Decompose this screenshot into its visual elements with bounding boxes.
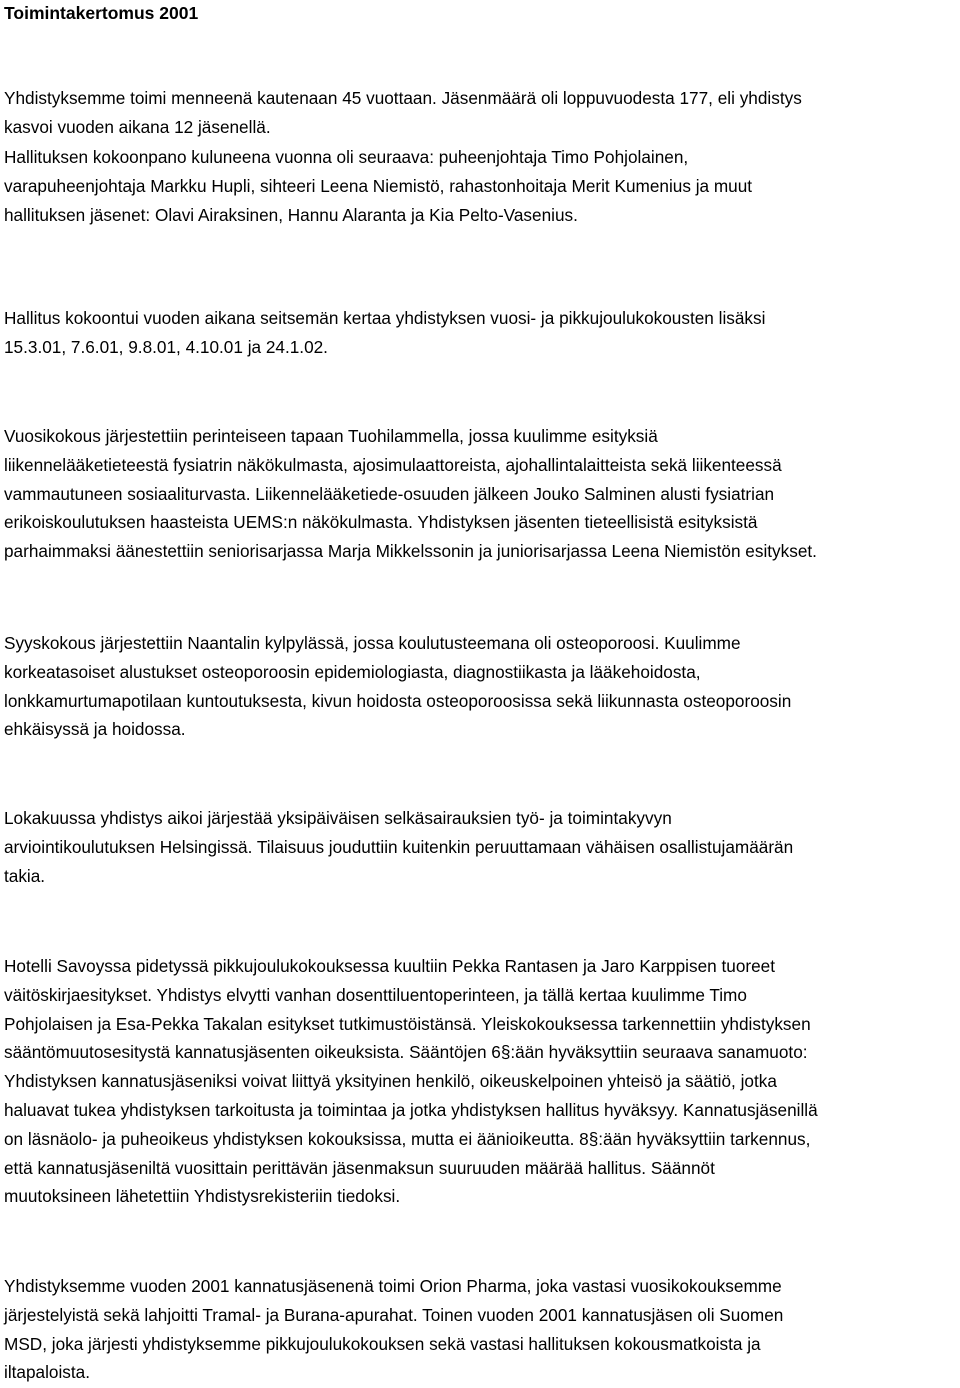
- text-line: haluavat tukea yhdistyksen tarkoitusta ja toimintaa ja jotka yhdistyksen hallitus hyväksyy. Kannatusjäsenillä: [4, 1099, 818, 1120]
- text-line: Vuosikokous järjestettiin perinteiseen tapaan Tuohilammella, jossa kuulimme esityksiä: [4, 426, 658, 446]
- paragraph-supporting-members: [4, 1272, 958, 1387]
- text-line: että kannatusjäseniltä vuosittain perittävän jäsenmaksun suuruuden määrää hallitus. Säännöt: [4, 1157, 715, 1178]
- text-line: ehkäisyssä ja hoidossa.: [4, 719, 186, 740]
- text-line: Hallitus kokoontui vuoden aikana seitsemän kertaa yhdistyksen vuosi- ja pikkujoulukokousten lisäksi: [4, 308, 766, 328]
- text-line: kasvoi vuoden aikana 12 jäsenellä.: [4, 116, 271, 137]
- text-line: liikennelääketieteestä fysiatrin näkökulmasta, ajosimulaattoreista, ajohallintalaitteista sekä liikenteessä: [4, 454, 782, 475]
- text-line: takia.: [4, 865, 46, 886]
- paragraph-membership: [4, 84, 958, 142]
- text-line: hallituksen jäsenet: Olavi Airaksinen, Hannu Alaranta ja Kia Pelto-Vasenius.: [4, 204, 578, 225]
- text-line: Lokakuussa yhdistys aikoi järjestää yksipäiväisen selkäsairauksien työ- ja toimintakyvyn: [4, 808, 672, 828]
- text-line: lonkkamurtumapotilaan kuntoutuksesta, kivun hoidosta osteoporoosissa sekä liikunnasta osteoporoosin: [4, 690, 792, 711]
- text-line: Yhdistyksen kannatusjäseniksi voivat liittyä yksityinen henkilö, oikeuskelpoinen yhteisö ja säätiö, jotka: [4, 1071, 777, 1092]
- text-line: iltapaloista.: [4, 1362, 90, 1383]
- paragraph-board-composition: [4, 143, 958, 229]
- text-line: väitöskirjaesitykset. Yhdistys elvytti vanhan dosenttiluentoperinteen, ja tällä kertaa kuulimme Timo: [4, 984, 747, 1005]
- text-line: arviointikoulutuksen Helsingissä. Tilaisuus jouduttiin kuitenkin peruuttamaan vähäisen osallistujamäärän: [4, 836, 794, 857]
- text-line: Pohjolaisen ja Esa-Pekka Takalan esitykset tutkimustöistänsä. Yleiskokouksessa tarkennettiin yhdistyksen: [4, 1013, 811, 1034]
- paragraph-christmas-meeting: [4, 952, 958, 1211]
- text-line: Syyskokous järjestettiin Naantalin kylpylässä, jossa koulutusteemana oli osteoporoosi. Kuulimme: [4, 633, 741, 653]
- text-line: Hotelli Savoyssa pidetyssä pikkujoulukokouksessa kuultiin Pekka Rantasen ja Jaro Karppisen tuoreet: [4, 956, 775, 976]
- text-line: vammautuneen sosiaaliturvasta. Liikennelääketiede-osuuden jälkeen Jouko Salminen alusti fysiatrian: [4, 483, 775, 504]
- text-line: 15.3.01, 7.6.01, 9.8.01, 4.10.01 ja 24.1.02.: [4, 336, 328, 357]
- text-line: järjestelyistä sekä lahjoitti Tramal- ja Burana-apurahat. Toinen vuoden 2001 kannatusjäsen oli Suomen: [4, 1304, 784, 1325]
- text-line: on läsnäolo- ja puheoikeus yhdistyksen kokouksissa, mutta ei äänioikeutta. 8§:ään hyväksyttiin tarkennus,: [4, 1128, 811, 1149]
- text-line: varapuheenjohtaja Markku Hupli, sihteeri Leena Niemistö, rahastonhoitaja Merit Kumenius ja muut: [4, 175, 753, 196]
- document-title: Toimintakertomus 2001: [4, 3, 199, 23]
- text-line: sääntömuutosesitystä kannatusjäsenten oikeuksista. Sääntöjen 6§:ään hyväksyttiin seuraava sanamuoto:: [4, 1042, 808, 1063]
- text-line: parhaimmaksi äänestettiin seniorisarjassa Marja Mikkelssonin ja juniorisarjassa Leena Niemistön esitykset.: [4, 541, 817, 562]
- text-line: korkeatasoiset alustukset osteoporoosin epidemiologiasta, diagnostiikasta ja lääkehoidosta,: [4, 661, 701, 682]
- text-line: Yhdistyksemme toimi menneenä kautenaan 45 vuottaan. Jäsenmäärä oli loppuvuodesta 177, eli yhdistys: [4, 88, 802, 108]
- paragraph-autumn-meeting: [4, 629, 958, 744]
- text-line: Yhdistyksemme vuoden 2001 kannatusjäsenenä toimi Orion Pharma, joka vastasi vuosikokouksemme: [4, 1276, 782, 1296]
- text-line: erikoiskoulutuksen haasteista UEMS:n näkökulmasta. Yhdistyksen jäsenten tieteellisistä esityksistä: [4, 512, 758, 533]
- paragraph-annual-meeting: [4, 422, 958, 566]
- paragraph-october-training: [4, 804, 958, 890]
- text-line: Hallituksen kokoonpano kuluneena vuonna oli seuraava: puheenjohtaja Timo Pohjolainen,: [4, 147, 689, 167]
- paragraph-board-meetings: [4, 304, 958, 362]
- text-line: MSD, joka järjesti yhdistyksemme pikkujoulukokouksen sekä vastasi hallituksen kokousmatkoista ja: [4, 1333, 761, 1354]
- text-line: muutoksineen lähetettiin Yhdistysrekisteriin tiedoksi.: [4, 1186, 401, 1207]
